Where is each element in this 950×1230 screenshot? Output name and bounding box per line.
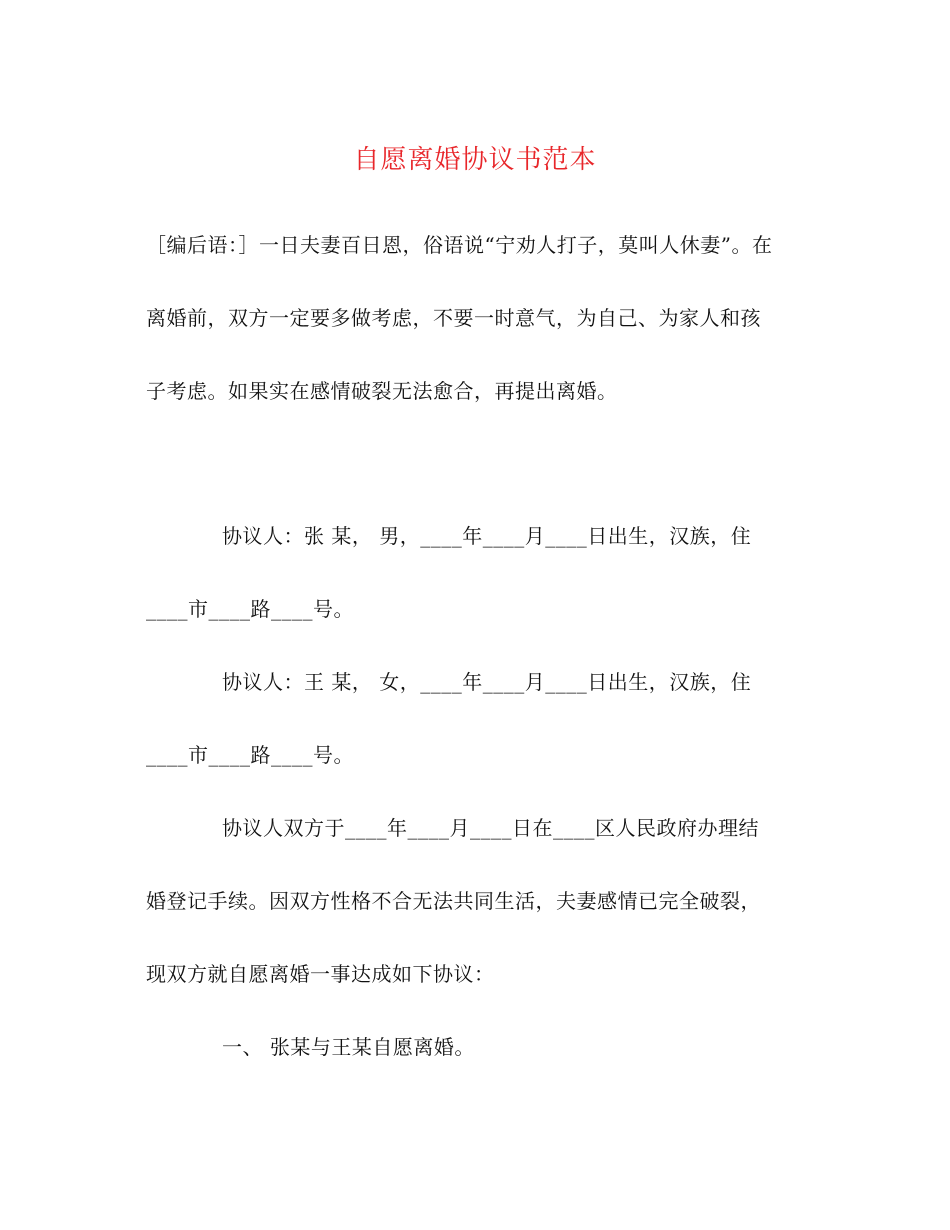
document-title: 自愿离婚协议书范本	[353, 145, 597, 175]
party1-line-1: 协议人：张 某， 男，____年____月____日出生，汉族，住	[222, 524, 752, 548]
clause-1: 一、 张某与王某自愿离婚。	[222, 1035, 475, 1059]
intro-line-1: 协议人双方于____年____月____日在____区人民政府办理结	[222, 816, 759, 840]
party2-line-1: 协议人：王 某， 女，____年____月____日出生，汉族，住	[222, 670, 752, 694]
party1-line-2: ____市____路____号。	[146, 597, 354, 621]
party2-line-2: ____市____路____号。	[146, 743, 354, 767]
editor-note-line-2: 离婚前，双方一定要多做考虑，不要一时意气，为自己、为家人和孩	[146, 306, 761, 330]
intro-line-2: 婚登记手续。因双方性格不合无法共同生活，夫妻感情已完全破裂，	[146, 889, 761, 913]
intro-line-3: 现双方就自愿离婚一事达成如下协议：	[146, 962, 495, 986]
editor-note-line-3: 子考虑。如果实在感情破裂无法愈合，再提出离婚。	[146, 379, 618, 403]
editor-note-line-1: ［编后语：］一日夫妻百日恩，俗语说“宁劝人打子，莫叫人休妻”。在	[146, 233, 773, 257]
